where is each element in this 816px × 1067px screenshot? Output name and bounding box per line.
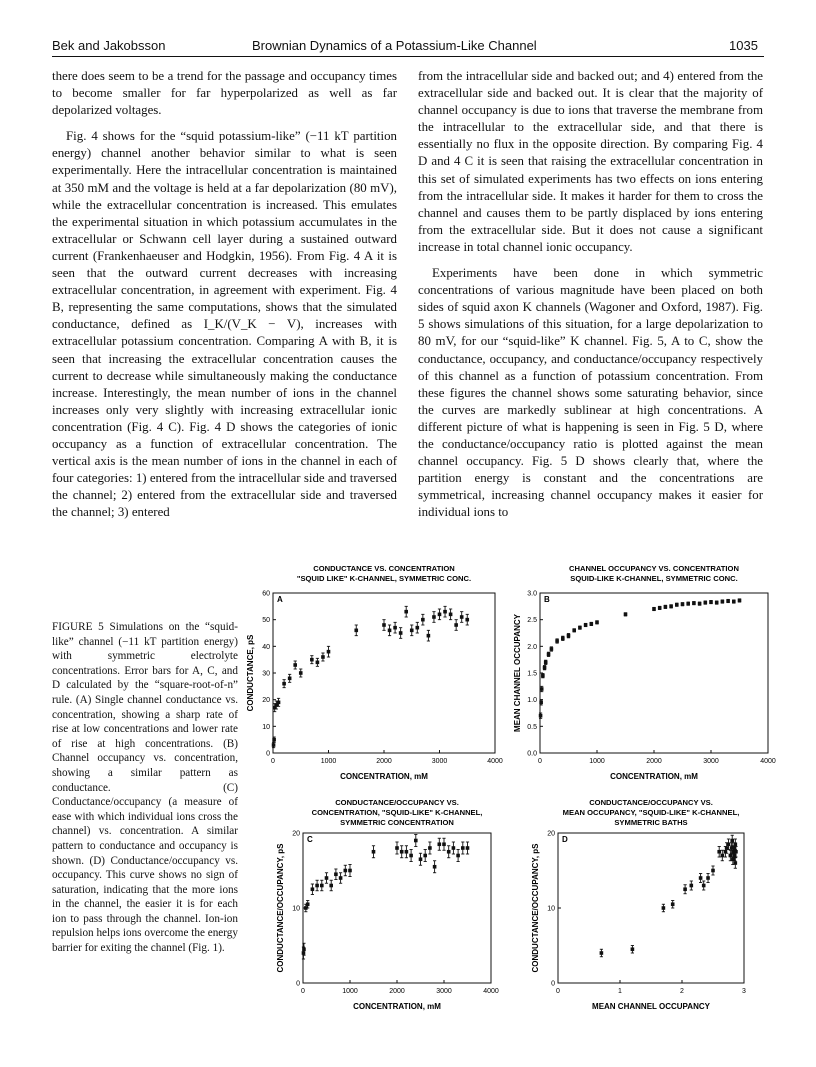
- data-point: [662, 906, 666, 910]
- chart-title-line: MEAN OCCUPANCY, "SQUID-LIKE" K-CHANNEL,: [562, 808, 740, 817]
- plot-frame: [558, 833, 744, 983]
- data-point: [734, 842, 738, 846]
- data-point: [709, 600, 713, 604]
- data-point: [466, 846, 470, 850]
- chart-title-line: CONDUCTANCE VS. CONCENTRATION: [313, 564, 455, 573]
- data-point: [550, 647, 554, 651]
- y-tick-label: 0: [296, 980, 300, 988]
- data-point: [631, 947, 635, 951]
- chart-title-line: SYMMETRIC CONCENTRATION: [340, 818, 454, 827]
- x-tick-label: 4000: [483, 988, 499, 995]
- x-tick-label: 4000: [487, 758, 503, 765]
- data-point: [316, 661, 320, 665]
- data-point: [595, 621, 599, 625]
- y-axis-label: CONDUCTANCE/OCCUPANCY, pS: [531, 843, 540, 973]
- data-point: [447, 850, 451, 854]
- data-point: [702, 884, 706, 888]
- x-tick-label: 4000: [760, 758, 776, 765]
- data-point: [419, 857, 423, 861]
- data-point: [734, 861, 738, 865]
- data-point: [698, 602, 702, 606]
- x-tick-label: 2000: [376, 758, 392, 765]
- paragraph: there does seem to be a trend for the passage and occupancy times to become smaller for far hyperpolarized as well as far depolarized voltages.: [52, 69, 397, 118]
- chart-title-line: CONCENTRATION, "SQUID-LIKE" K-CHANNEL,: [311, 808, 483, 817]
- data-point: [584, 623, 588, 627]
- data-point: [339, 876, 343, 880]
- data-point: [711, 869, 715, 873]
- data-point: [572, 629, 576, 633]
- x-tick-label: 2: [680, 988, 684, 995]
- data-point: [321, 655, 325, 659]
- chart-title-line: "SQUID LIKE" K-CHANNEL, SYMMETRIC CONC.: [296, 574, 472, 583]
- data-point: [427, 634, 431, 638]
- data-point: [320, 884, 324, 888]
- header-rule: [52, 56, 764, 57]
- data-point: [715, 601, 719, 605]
- data-point: [277, 701, 281, 705]
- data-point: [726, 599, 730, 603]
- panel-letter: A: [277, 595, 283, 604]
- data-point: [400, 850, 404, 854]
- data-point: [454, 623, 458, 627]
- data-point: [461, 846, 465, 850]
- data-point: [393, 626, 397, 630]
- paragraph: Experiments have been done in which symmetric concentrations of various magnitude have been placed on both sides of squid axon K channels (Wagoner and Oxford, 1987). Fig. 5 shows simulations of this situation, for a large depolarization to 80 mV, for our “squid-like” K channel. Fig. 5, A to C, show the conductance, occupancy, and conductance/occupancy respectively of this channel as a function of potassium concentration. From these figures the channel shows some saturating behavior, since the curves are markedly sublinear at high concentrations. A different picture of what is happening is seen in Fig. 5 D, where the conductance/occupancy ratio is plotted against the mean channel occupancy. Fig. 5 D shows clearly that, where the partition energy is constant and the concentrations are symmetrical, increasing channel occupancy makes it easier for individual ions to: [418, 266, 763, 520]
- data-point: [465, 618, 469, 622]
- data-point: [299, 671, 303, 675]
- data-point: [442, 842, 446, 846]
- data-point: [302, 951, 306, 955]
- data-point: [699, 876, 703, 880]
- plot-frame: [540, 593, 768, 753]
- x-axis-label: MEAN CHANNEL OCCUPANCY: [592, 1002, 710, 1011]
- data-point: [543, 666, 547, 670]
- data-point: [721, 600, 725, 604]
- y-tick-label: 2.5: [527, 617, 537, 625]
- y-tick-label: 60: [262, 590, 270, 598]
- data-point: [410, 629, 414, 633]
- data-point: [272, 743, 276, 747]
- data-point: [460, 615, 464, 619]
- data-point: [310, 658, 314, 662]
- data-point: [395, 846, 399, 850]
- y-tick-label: 10: [547, 905, 555, 913]
- data-point: [539, 701, 543, 705]
- data-point: [288, 677, 292, 681]
- x-tick-label: 2000: [389, 988, 405, 995]
- x-tick-label: 0: [556, 988, 560, 995]
- data-point: [388, 629, 392, 633]
- data-point: [282, 682, 286, 686]
- data-point: [738, 599, 742, 603]
- data-point: [348, 869, 352, 873]
- x-axis-label: CONCENTRATION, mM: [340, 772, 428, 781]
- data-point: [727, 842, 731, 846]
- y-tick-label: 1.0: [527, 697, 537, 705]
- running-header-authors: Bek and Jakobsson: [52, 38, 166, 53]
- data-point: [561, 637, 565, 641]
- data-point: [456, 854, 460, 858]
- data-point: [329, 884, 333, 888]
- y-tick-label: 0: [266, 750, 270, 758]
- x-tick-label: 1000: [342, 988, 358, 995]
- y-tick-label: 20: [292, 830, 300, 838]
- data-point: [578, 626, 582, 630]
- y-tick-label: 30: [262, 670, 270, 678]
- data-point: [541, 674, 545, 678]
- x-axis-label: CONCENTRATION, mM: [353, 1002, 441, 1011]
- x-tick-label: 2000: [646, 758, 662, 765]
- data-point: [686, 602, 690, 606]
- x-tick-label: 0: [271, 758, 275, 765]
- panel-letter: D: [562, 835, 568, 844]
- data-point: [416, 626, 420, 630]
- data-point: [438, 613, 442, 617]
- x-axis-label: CONCENTRATION, mM: [610, 772, 698, 781]
- y-tick-label: 10: [262, 723, 270, 731]
- data-point: [423, 854, 427, 858]
- data-point: [540, 687, 544, 691]
- data-point: [399, 631, 403, 635]
- y-tick-label: 1.5: [527, 670, 537, 678]
- figure-5c-plot: [245, 800, 507, 1030]
- data-point: [293, 663, 297, 667]
- data-point: [404, 610, 408, 614]
- data-point: [405, 850, 409, 854]
- data-point: [734, 850, 738, 854]
- data-point: [334, 872, 338, 876]
- data-point: [681, 602, 685, 606]
- data-point: [671, 902, 675, 906]
- x-tick-label: 0: [301, 988, 305, 995]
- data-point: [690, 884, 694, 888]
- data-point: [590, 622, 594, 626]
- y-axis-label: CONDUCTANCE/OCCUPANCY, pS: [276, 843, 285, 973]
- data-point: [315, 884, 319, 888]
- data-point: [717, 850, 721, 854]
- y-tick-label: 40: [262, 643, 270, 651]
- running-header-title: Brownian Dynamics of a Potassium-Like Channel: [252, 38, 537, 53]
- data-point: [555, 639, 559, 643]
- panel-letter: C: [307, 835, 313, 844]
- x-tick-label: 1: [618, 988, 622, 995]
- figure-caption: FIGURE 5 Simulations on the “squid-like” channel (−11 kT partition energy) with symmetric electrolyte concentrations. Error bars for A, C, and D calculated by the “square-root-of-n” rule. (A) Single channel conductance vs. concentration, showing a sharp rate of rise at low concentrations and lower rate of rise at high concentrations. (B) Channel occupancy vs. concentration, showing a similar pattern as conductance. (C) Conductance/occupancy (a measure of ease with which individual ions cross the channel) vs. concentration. A similar pattern to conductance and occupancy is shown. (D) Conductance/occupancy vs. occupancy. This curve shows no sign of saturation, indicating that the more ions in the channel, the easier it is for each ion to pass through the channel. Ion-ion repulsion helps ions overcome the energy barrier for exiting the channel (Fig. 1).: [52, 621, 238, 955]
- data-point: [272, 738, 276, 742]
- x-tick-label: 1000: [589, 758, 605, 765]
- data-point: [382, 623, 386, 627]
- x-tick-label: 0: [538, 758, 542, 765]
- y-tick-label: 20: [262, 697, 270, 705]
- x-tick-label: 3: [742, 988, 746, 995]
- chart-title-line: SQUID-LIKE K-CHANNEL, SYMMETRIC CONC.: [570, 574, 738, 583]
- data-point: [432, 615, 436, 619]
- chart-title-line: SYMMETRIC BATHS: [614, 818, 688, 827]
- data-point: [443, 610, 447, 614]
- data-point: [344, 869, 348, 873]
- data-point: [544, 661, 548, 665]
- data-point: [433, 865, 437, 869]
- y-tick-label: 2.0: [527, 643, 537, 651]
- data-point: [327, 650, 331, 654]
- data-point: [624, 613, 628, 617]
- figure-5d-plot: [510, 800, 780, 1030]
- data-point: [652, 607, 656, 611]
- right-text-column: [418, 68, 763, 521]
- data-point: [669, 605, 673, 609]
- data-point: [658, 606, 662, 610]
- y-axis-label: CONDUCTANCE, pS: [246, 634, 255, 712]
- left-text-column: [52, 68, 397, 521]
- data-point: [721, 854, 725, 858]
- page-number: 1035: [729, 38, 758, 53]
- y-axis-label: MEAN CHANNEL OCCUPANCY: [513, 614, 522, 732]
- data-point: [704, 601, 708, 605]
- chart-title-line: CHANNEL OCCUPANCY VS. CONCENTRATION: [569, 564, 739, 573]
- figure-5a-plot: [245, 560, 507, 785]
- data-point: [306, 902, 310, 906]
- x-tick-label: 3000: [436, 988, 452, 995]
- data-point: [600, 951, 604, 955]
- data-point: [547, 653, 551, 657]
- data-point: [409, 854, 413, 858]
- data-point: [428, 846, 432, 850]
- data-point: [311, 887, 315, 891]
- y-tick-label: 10: [292, 905, 300, 913]
- plot-frame: [303, 833, 491, 983]
- y-tick-label: 50: [262, 617, 270, 625]
- data-point: [452, 846, 456, 850]
- data-point: [706, 876, 710, 880]
- paragraph: Fig. 4 shows for the “squid potassium-like” (−11 kT partition energy) channel another behavior similar to what is seen experimentally. Here the intracellular concentration is maintained at 350 mM and the voltage is held at a far depolarization (80 mV), while the extracellular concentration is increased. This emulates the experimental situation in which potassium accumulates in the extracellular or Schwann cell layer during a sustained outward current (Frankenhaeuser and Hodgkin, 1956). From Fig. 4 A it is seen that the outward current decreases with increasing extracellular concentration, in agreement with experiment. Fig. 4 B, representing the same computations, shows that the simulated conductance, defined as I_K/(V_K − V), increases with extracellular potassium concentration. Comparing A with B, it is seen that increasing the extracellular concentration causes the current to decrease while simultaneously making the conductance increase. Interestingly, the mean number of ions in the channel increases only very slightly with increasing extracellular ionic concentration (Fig. 4 C). Fig. 4 D shows the categories of ionic occupancy as a function of extracellular concentration. The vertical axis is the mean number of ions in the channel in each of four categories: 1) entered from the intracellular side and traversed the channel; 2) entered from the extracellular side and traversed the channel; 3) entered: [52, 129, 397, 520]
- x-tick-label: 3000: [703, 758, 719, 765]
- data-point: [539, 714, 543, 718]
- x-tick-label: 1000: [320, 758, 337, 765]
- paragraph: from the intracellular side and backed out; and 4) entered from the extracellular side and backed out. It is clear that the majority of channel occupancy is due to ions that traverse the membrane from the intracellular to the extracellular side, and that there is essentially no flux in the opposite direction. By comparing Fig. 4 D and 4 C it is seen that raising the extracellular concentration in this set of simulated experiments has two effects on ions entering from the intracellular side. It makes it harder for them to cross the channel and causes them to be partly displaced by ions entering from the extracellular side. But it does not cause a significant increase in total channel ionic occupancy.: [418, 69, 763, 254]
- data-point: [732, 600, 736, 604]
- data-point: [730, 839, 734, 843]
- x-tick-label: 3000: [431, 758, 448, 765]
- data-point: [664, 605, 668, 609]
- data-point: [683, 887, 687, 891]
- figure-5b-plot: [510, 560, 780, 785]
- data-point: [325, 876, 329, 880]
- data-point: [421, 618, 425, 622]
- data-point: [354, 629, 358, 633]
- data-point: [675, 603, 679, 607]
- chart-title-line: CONDUCTANCE/OCCUPANCY VS.: [589, 800, 713, 807]
- y-tick-label: 0.5: [527, 723, 537, 731]
- data-point: [692, 601, 696, 605]
- data-point: [567, 634, 571, 638]
- y-tick-label: 0.0: [527, 750, 537, 758]
- data-point: [449, 613, 453, 617]
- data-point: [414, 839, 418, 843]
- data-point: [438, 842, 442, 846]
- panel-letter: B: [544, 595, 550, 604]
- y-tick-label: 3.0: [527, 590, 537, 598]
- y-tick-label: 0: [551, 980, 555, 988]
- data-point: [302, 947, 306, 951]
- chart-title-line: CONDUCTANCE/OCCUPANCY VS.: [335, 800, 459, 807]
- data-point: [372, 850, 376, 854]
- y-tick-label: 20: [547, 830, 555, 838]
